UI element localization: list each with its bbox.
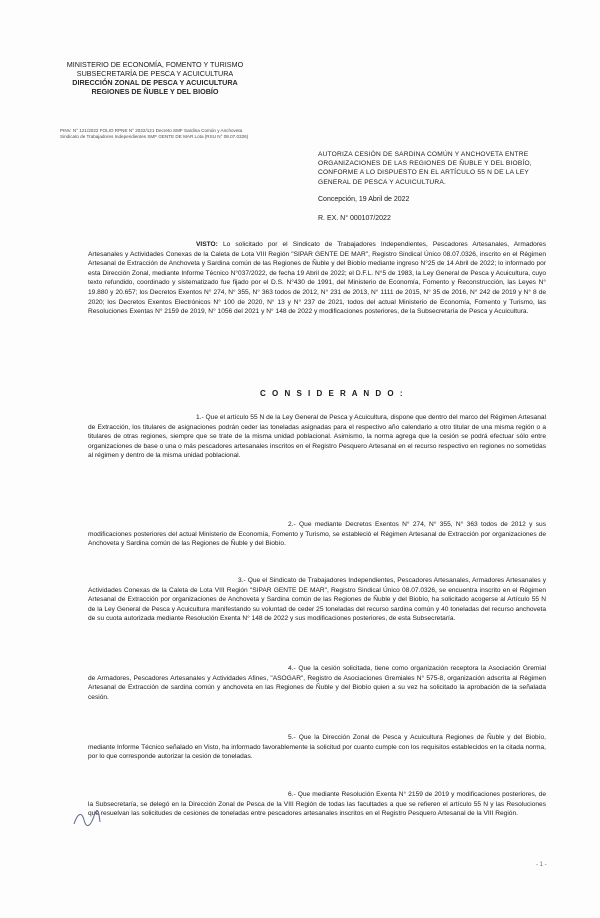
considerando-1 [88, 413, 546, 461]
considerando-3-text: 3.- Que el Sindicato de Trabajadores Independientes, Pescadores Artesanales, Armadores Artesanales y Actividades Conexas de la Caleta de Lota VIII Región "SIPAR GENTE DE MAR", Registro Sindical Único 08.07.0326, se encuentra inscrito en el Régimen Artesanal de Extracción por organizaciones de Anchoveta y Sardina común de las Regiones de Ñuble y del Biobío, ha solicitado acogerse al Artículo 55 N de la Ley General de Pesca y Acuicultura manifestando su voluntad de ceder 25 toneladas del recurso sardina común y 40 toneladas del recurso anchoveta de su cuota autorizada mediante Resolución Exenta N° 148 de 2022 y sus modificaciones posteriores, de esta Subsecretaría. [88, 577, 546, 623]
regions-line: REGIONES DE ÑUBLE Y DEL BIOBÍO [91, 87, 219, 96]
directorate-line: DIRECCIÓN ZONAL DE PESCA Y ACUICULTURA [72, 78, 238, 87]
resolution-subject: AUTORIZA CESIÓN DE SARDINA COMÚN Y ANCHOVETA ENTRE ORGANIZACIONES DE LAS REGIONES DE ÑUBLE Y DEL BIOBÍO, CONFORME A LO DISPUESTO EN EL ARTÍCULO 55 N DE LA LEY GENERAL DE PESCA Y ACUICULTURA. [318, 151, 532, 186]
considerando-title: C O N S I D E R A N D O : [260, 389, 405, 398]
file-reference-line1: PINV. N° 121/2022 FOLIO RPNE N° 2022/121 Decreto SMF Sardina Común y Anchoveta [60, 128, 243, 133]
file-reference [60, 128, 290, 140]
page-number: - 1 - [536, 862, 547, 868]
resolution-number: R. EX. N° 000107/2022 [318, 215, 391, 222]
considerando-3 [88, 576, 546, 624]
file-reference-line2: Sindicato de Trabajadores Independientes SMF GENTE DE MAR Lota (RSU N° 08.07.0326) [60, 134, 249, 139]
visto-section [88, 240, 546, 317]
margin-initials-mark [72, 808, 102, 830]
letterhead [60, 60, 250, 96]
considerando-2 [88, 520, 546, 549]
visto-text: Lo solicitado por el Sindicato de Trabajadores Independientes, Pescadores Artesanales, Armadores Artesanales y Actividades Conexas de la Caleta de Lota VIII Región "SIPAR GENTE DE MAR", Registro Sindical Único 08.07.0326, inscrito en el Régimen Artesanal de Extracción de Anchoveta y Sardina común de las Regiones de Ñuble y del Biobío mediante ingreso N°25 de 14 Abril de 2022; lo informado por esta Dirección Zonal, mediante Informe Técnico N°037/2022, de fecha 19 Abril de 2022; el D.F.L. N°5 de 1983, la Ley General de Pesca y Acuicultura, cuyo texto refundido, coordinado y sistematizado fue fijado por el D.S. N°430 de 1991, del Ministerio de Economía, Fomento y Reconstrucción, las Leyes N° 19.880 y 20.657; los Decretos Exentos N° 274, N° 355, N° 363 todos de 2012, N° 231 de 2013, N° 1111 de 2015, N° 35 de 2016, N° 242 de 2019 y N° 8 de 2020; los Decretos Exentos Electrónicos N° 100 de 2020, N° 13 y N° 237 de 2021, todos del actual Ministerio de Economía, Fomento y Turismo, las Resoluciones Exentas N° 2159 de 2019, N° 1056 del 2021 y N° 148 de 2022 y modificaciones posteriores, de la Subsecretaría de Pesca y Acuicultura. [88, 241, 546, 316]
considerando-4-text: 4.- Que la cesión solicitada, tiene como organización receptora la Asociación Gremial de Armadores, Pescadores Artesanales y Actividades Afines, "ASOGAR", Registro de Asociaciones Gremiales N° 575-8, organización adscrita al Régimen Artesanal de Extracción de sardina común y anchoveta en las Regiones de Ñuble y del Biobío quien a su vez ha solicitado la aprobación de la señalada cesión. [88, 665, 546, 701]
considerando-4 [88, 664, 546, 702]
visto-label: VISTO: [196, 241, 218, 248]
considerando-6-text: 6.- Que mediante Resolución Exenta N° 2159 de 2019 y modificaciones posteriores, de la Subsecretaría, se delegó en la Dirección Zonal de Pesca de la VIII Región de todas las facultades a que se refieren el artículo 55 N y las Resoluciones que resuelvan las solicitudes de cesiones de toneladas entre pescadores artesanales inscritos en el Registro Pesquero Artesanal de la VIII Región. [88, 791, 546, 818]
considerando-5 [88, 733, 546, 762]
considerando-6 [88, 790, 546, 819]
ministry-line: MINISTERIO DE ECONOMÍA, FOMENTO Y TURISMO [66, 60, 244, 69]
considerando-5-text: 5.- Que la Dirección Zonal de Pesca y Acuicultura Regiones de Ñuble y del Biobío, mediante Informe Técnico señalado en Visto, ha informado favorablemente la solicitud por cuanto cumple con los requisitos establecidos en la citada norma, por lo que corresponde autorizar la cesión de toneladas. [88, 734, 546, 761]
considerando-1-text: 1.- Que el artículo 55 N de la Ley General de Pesca y Acuicultura, dispone que dentro del marco del Régimen Artesanal de Extracción, los titulares de asignaciones podrán ceder las toneladas asignadas para el respectivo año calendario a otro titular de una misma región o a titulares de otras regiones, siempre que se trate de la misma unidad poblacional. Asimismo, la norma agrega que la cesión se podrá efectuar sólo entre organizaciones de base o una o más pescadores artesanales inscritos en el Registro Pesquero Artesanal en el recurso respectivo en regiones no sometidas al régimen y dentro de la misma unidad poblacional. [88, 414, 546, 460]
date-line: Concepción, 19 Abril de 2022 [318, 196, 410, 203]
considerando-2-text: 2.- Que mediante Decretos Exentos N° 274, N° 355, N° 363 todos de 2012 y sus modificaciones posteriores del actual Ministerio de Economía, Fomento y Turismo, se estableció el Régimen Artesanal de Extracción por organizaciones de Anchoveta y Sardina común de las Regiones de Ñuble y del Biobío. [88, 521, 546, 548]
subsecretary-line: SUBSECRETARÍA DE PESCA Y ACUICULTURA [76, 69, 234, 78]
